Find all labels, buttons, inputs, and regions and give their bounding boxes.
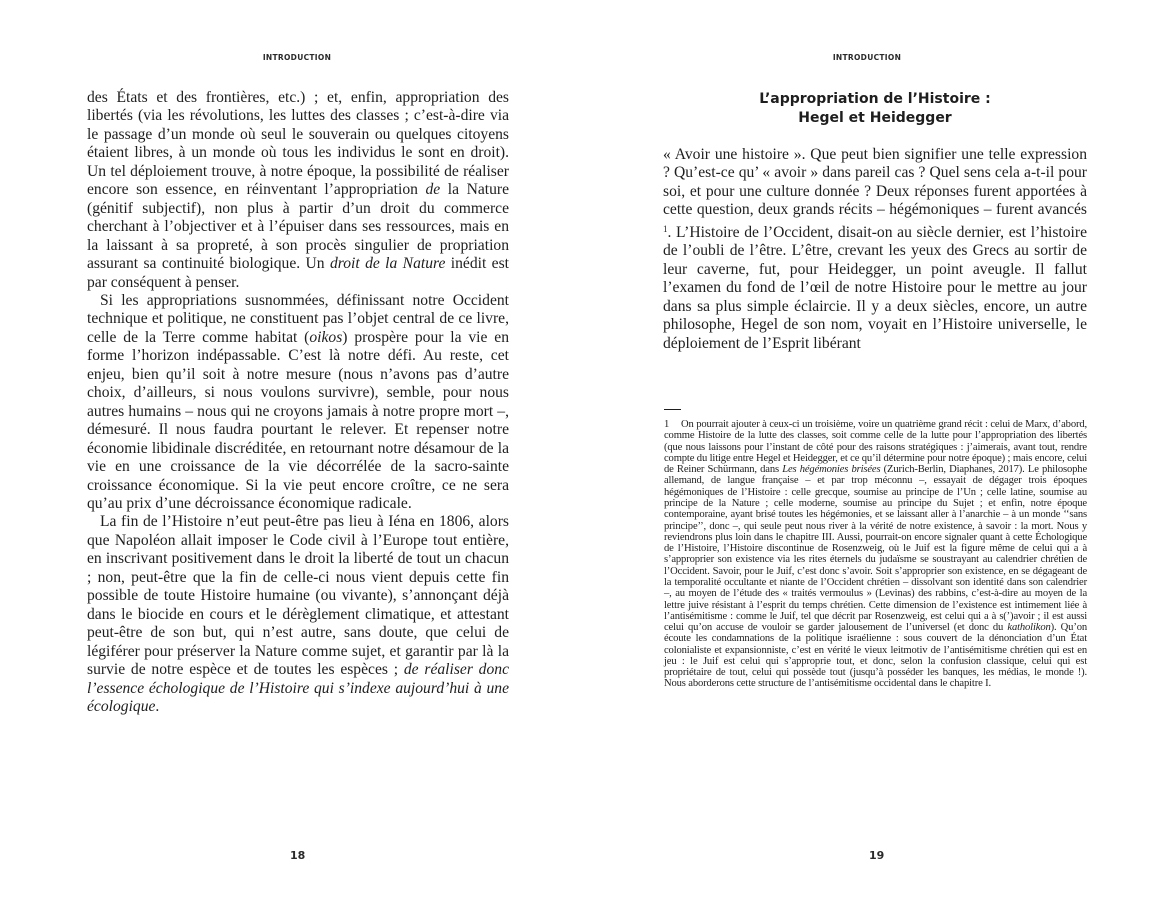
section-title-line: L’appropriation de l’Histoire : [759,91,991,107]
emphasis: de réaliser donc l’essence échologique de l’Histoire qui s’indexe aujourd’hui à une écologique [87,661,509,715]
running-head: INTRODUCTION [262,53,332,62]
text-run: Si les appropriations susnommées, définissant notre Occident technique et politique, ne constituent pas l’objet central de ce livre, celle de la Terre comme habitat ( [87,291,509,346]
emphasis: Les hégémonies brisées [782,464,881,476]
text-run: . L’Histoire de l’Occident, disait-on au siècle dernier, est l’histoire de l’oubli de l’être. L’être, crevant les yeux des Grecs au sortir de leur caverne, fut, pour Heidegger, un point aveugle. Il fallut l’examen du fond de l’œil de notre Histoire pour le mettre au jour dans sa plus simple éclaircie. Il y a deux siècles, encore, un autre philosophe, Hegel de son nom, voyait en l’Histoire universelle, le déploiement de l’Esprit libérant [663,223,1087,352]
emphasis: droit de la Nature [329,255,446,273]
text-run: inédit est par conséquent à penser. [87,255,509,291]
text-run: des États et des frontières, etc.) ; et, enfin, appropriation des libertés (via les révolutions, les luttes des classes ; c’est-à-dire via le passage d’un monde où seul le souverain ou quelques citoyens étaient libres, à un monde où tous les individus le sont en droit). Un tel déploiement trouve, à notre époque, la possibilité de réaliser encore son essence, en réinventant l’appropriation [87,89,509,199]
paragraph [663,146,1087,353]
section-title-line: Hegel et Heidegger [798,110,952,126]
paragraph [87,89,509,292]
section-title [663,90,1087,128]
text-run: la Nature (génitif subjectif), non plus à partir d’un droit du commerce cherchant à l’objectiver et à l’épuiser dans ses ressources, mais en la laissant à sa propreté, à son procès singulier de propriation assurant sa continuité biologique. Un [87,181,509,273]
emphasis: oikos [309,328,343,346]
emphasis: katholikon [1007,622,1051,634]
text-run: (Zurich-Berlin, Diaphanes, 2017). Le philosophe allemand, de langue française – et par trop méconnu –, essayait de dégager trois époques hégémoniques de l’Histoire : celle grecque, soumise au principe de l’Un ; celle latine, soumise au principe de la Nature ; celle moderne, soumise au principe du Sujet ; et enfin, notre époque contemporaine, ayant brisé toutes les hégémonies, et se laissant aller à l’anarchie – à un monde ‘‘sans principe’’, donc –, qui seule peut nous river à la vérité de notre existence, à savoir : la mort. Nous y reviendrons plus loin dans le chapitre III. Aussi, pourrait-on encore signaler quant à cette Échologique de l’Histoire, l’Histoire discontinue de Rosenzweig, où le Juif est la figure même de celui qui a à s’approprier son existence via les rites éternels du judaïsme se soustrayant au calendrier chrétien de l’Occident. Savoir, pour le Juif, c’est donc s’avoir. Soit s’approprier son existence, en se dégageant de la temporalité occultante et niante de l’Occident chrétien – dissolvant son identité dans son calendrier –, au moyen de l’étude des « traités vermoulus » (Levinas) des rabbins, c’est-à-dire au moyen de la lettre juive résistant à l’esprit du temps chrétien. Cette dimension de l’existence est intimement liée à l’antisémitisme : comme le Juif, tel que décrit par Rosenzweig, est celui qui a à s(’)avoir ; il est aussi celui qu’on accuse de vouloir se garder jalousement de l’universel (et donc du [664,464,1087,634]
footnote-separator [664,409,681,410]
footnote-number: 1 [664,419,670,430]
text-run: On pourrait ajouter à ceux-ci un troisième, voire un quatrième grand récit : celui de Marx, d’abord, comme Histoire de la lutte des classes, soit comme celle de la lutte pour l’appropriation des libertés (que nous laissons pour l’instant de côté pour des raisons stratégiques : j’aimerais, avant tout, rendre compte du litige entre Hegel et Heidegger, et ce qu’il détermine pour notre époque) ; mais encore, celui de Reiner Schürmann, dans [664,419,1087,476]
text-run: ) prospère pour la vie en forme l’horizon indépassable. C’est là notre défi. Au reste, cet enjeu, bien qu’il soit à notre mesure (nous n’avons pas d’autre choix, d’ailleurs, si nous voulons survivre), semble, pour nous autres humains – nous qui ne croyons jamais à notre propre mort –, démesuré. Il nous faudra pourtant le relever. Et repenser notre économie libidinale discréditée, en retournant notre désamour de la vie en une croissance de la vie décorrélée de la sacro-sainte croissance économique. Si la vie peut encore croître, ce ne sera qu’au prix d’une décroissance économique radicale. [87,328,509,512]
footnote [664,419,1087,690]
text-run: . [155,697,160,715]
paragraph [87,292,509,513]
page-number: 18 [290,849,306,862]
right-page [586,0,1172,912]
paragraph [87,513,509,716]
body-text [663,146,1087,353]
emphasis: de [425,181,441,199]
text-run: La fin de l’Histoire n’eut peut-être pas lieu à Iéna en 1806, alors que Napoléon allait imposer le Code civil à l’Europe tout entière, en inscrivant positivement dans le droit la liberté de tout un chacun ; non, peut-être que la fin de celle-ci nous vient depuis cette fin possible de toute Histoire humaine (ou vivante), s’annonçant déjà dans le biocide en cours et le dérèglement climatique, et attestant peut-être de son but, qui n’est autre, sans doute, que celui de légiférer pour préserver la Nature comme sujet, et garantir par là la survie de notre espèce et de toutes les espèces ; [87,513,509,679]
page-number: 19 [869,849,885,862]
footnote-reference[interactable]: 1 [663,223,668,234]
text-run: ). Qu’on écoute les condamnations de la politique israélienne : sous couvert de la dénonciation d’un État colonialiste et expansionniste, c’est en vérité le vieux leitmotiv de l’antisémitisme chrétien qui est en jeu : le Juif est celui qui s’approprie tout, et donc, selon la confusion classique, celui qui est propriétaire de tout, celui qui possède tout (jusqu’à posséder les banques, les médias, le monde !). Nous aborderons cette structure de l’antisémitisme occidental dans le chapitre I. [664,622,1087,690]
running-head: INTRODUCTION [832,53,902,62]
text-run: « Avoir une histoire ». Que peut bien signifier une telle expression ? Qu’est-ce qu’ « avoir » dans pareil cas ? Quel sens cela a-t-il pour soi, et pour une culture donnée ? Deux réponses furent apportées à cette question, deux grands récits – hégémoniques – furent avancés [663,146,1087,219]
body-text [87,89,509,716]
